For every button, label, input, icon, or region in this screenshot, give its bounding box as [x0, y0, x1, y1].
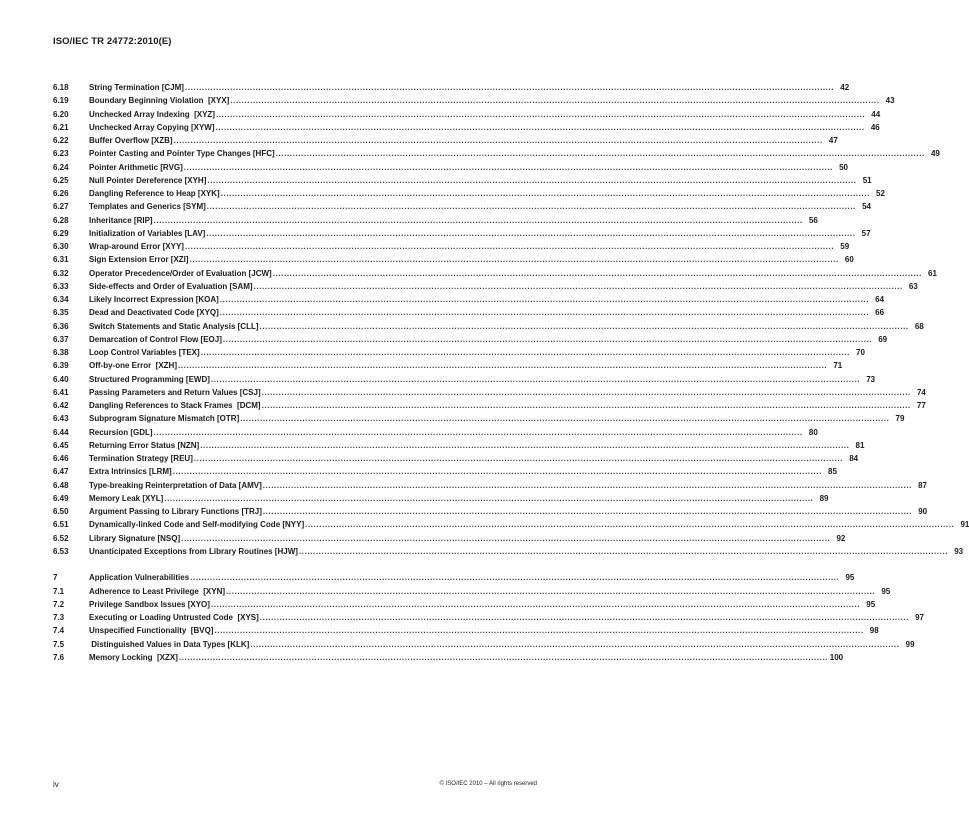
toc-leader-dots — [250, 640, 899, 649]
toc-entry[interactable] — [53, 162, 849, 176]
toc-entry-page: 99 — [905, 639, 915, 649]
toc-entry-number: 6.48 — [53, 480, 69, 490]
toc-entry-page: 61 — [928, 268, 937, 278]
toc-entry-number: 6.45 — [53, 440, 69, 450]
toc-entry-title: Unspecified Functionality [BVQ] — [89, 626, 214, 636]
toc-entry[interactable] — [53, 228, 871, 242]
toc-entry-page: 71 — [833, 361, 843, 371]
toc-leader-dots — [201, 348, 850, 357]
toc-entry-title: Demarcation of Control Flow [EOJ] — [89, 334, 222, 344]
toc-entry-title: Sign Extension Error [XZI] — [89, 255, 189, 265]
toc-entry-title: Unchecked Array Indexing [XYZ] — [89, 109, 215, 119]
toc-entry[interactable] — [53, 493, 829, 507]
toc-entry-title: Off-by-one Error [XZH] — [89, 361, 177, 371]
toc-entry-title: Unanticipated Exceptions from Library Routines [HJW] — [89, 546, 298, 556]
toc-entry-title: Dangling References to Stack Frames [DCM] — [89, 401, 261, 410]
toc-leader-dots — [185, 242, 834, 251]
toc-entry-page: 63 — [908, 281, 918, 291]
toc-leader-dots — [179, 653, 828, 662]
toc-leader-dots — [221, 189, 870, 198]
toc-leader-dots — [216, 123, 865, 132]
toc-entry[interactable] — [53, 401, 926, 414]
toc-entry[interactable] — [53, 586, 891, 600]
toc-entry-number: 6.49 — [53, 493, 69, 503]
toc-entry[interactable] — [53, 533, 846, 547]
toc-leader-dots — [214, 626, 863, 635]
toc-entry[interactable] — [53, 520, 969, 533]
toc-leader-dots — [299, 547, 948, 556]
toc-entry[interactable] — [53, 83, 850, 96]
toc-entry-number: 6.18 — [53, 83, 69, 92]
toc-entry[interactable] — [53, 96, 895, 109]
toc-entry-number: 6.40 — [53, 374, 69, 384]
toc-leader-dots — [254, 282, 903, 291]
toc-entry-number: 6.21 — [53, 122, 69, 132]
toc-entry-title: Pointer Arithmetic [RVG] — [89, 162, 183, 172]
toc-entry-page: 91 — [960, 520, 969, 530]
toc-entry-number: 6.39 — [53, 361, 69, 371]
toc-entry-number: 6.38 — [53, 348, 69, 357]
toc-entry-number: 7 — [53, 573, 58, 583]
toc-entry[interactable] — [53, 440, 865, 454]
toc-entry-page: 95 — [881, 586, 891, 596]
toc-entry-title: Dangling Reference to Heap [XYK] — [89, 189, 220, 198]
toc-entry-number: 6.27 — [53, 202, 69, 212]
toc-entry[interactable] — [53, 507, 928, 520]
toc-leader-dots — [190, 573, 839, 582]
footer-copyright: © ISO/IEC 2010 – All rights reserved — [439, 781, 537, 787]
toc-entry-number: 6.33 — [53, 281, 69, 291]
toc-entry-page: 64 — [875, 295, 885, 304]
toc-leader-dots — [211, 600, 860, 609]
toc-entry-number: 7.5 — [53, 639, 65, 649]
toc-entry-title: Initialization of Variables [LAV] — [89, 228, 206, 238]
toc-entry-title: Buffer Overflow [XZB] — [89, 136, 173, 145]
toc-entry-title: Extra Intrinsics [LRM] — [89, 467, 172, 477]
toc-entry[interactable] — [53, 122, 880, 136]
toc-entry-number: 6.42 — [53, 401, 69, 410]
toc-entry-title: Passing Parameters and Return Values [CSJ] — [89, 387, 261, 397]
toc-entry-page: 50 — [839, 162, 849, 172]
toc-leader-dots — [220, 295, 869, 304]
toc-entry-page: 49 — [930, 149, 940, 159]
toc-entry-title: Returning Error Status [NZN] — [89, 440, 200, 450]
toc-entry[interactable] — [53, 480, 927, 494]
toc-entry-page: 56 — [808, 215, 818, 225]
toc-entry-number: 7.6 — [53, 652, 65, 662]
toc-entry-number: 6.43 — [53, 414, 69, 424]
toc-entry-title: Boundary Beginning Violation [XYX] — [89, 96, 230, 106]
toc-entry-number: 6.28 — [53, 215, 69, 225]
toc-entry-page: 68 — [914, 321, 924, 331]
toc-entry-page: 77 — [916, 401, 926, 410]
toc-entry-title: String Termination [CJM] — [89, 83, 184, 92]
toc-entry-title: Inheritance [RIP] — [89, 215, 153, 225]
toc-entry-page: 84 — [849, 454, 859, 463]
toc-entry[interactable] — [53, 255, 854, 268]
toc-entry-title: Wrap-around Error [XYY] — [89, 242, 184, 251]
toc-entry-number: 6.37 — [53, 334, 69, 344]
toc-entry[interactable] — [53, 202, 871, 215]
toc-entry-page: 60 — [844, 255, 854, 265]
toc-entry-page: 100 — [829, 652, 844, 662]
toc-entry[interactable] — [53, 348, 865, 361]
toc-entry-page: 47 — [828, 136, 838, 145]
toc-entry-page: 43 — [885, 96, 895, 106]
toc-entry-title: Library Signature [NSQ] — [89, 533, 181, 543]
toc-entry-number: 7.3 — [53, 613, 65, 622]
toc-entry-title: Memory Locking [XZX] — [89, 652, 178, 662]
toc-entry-title: Type-breaking Reinterpretation of Data [AMV] — [89, 480, 262, 490]
toc-leader-dots — [211, 375, 860, 384]
toc-entry-number: 6.52 — [53, 533, 69, 543]
toc-entry-title: Memory Leak [XYL] — [89, 493, 164, 503]
toc-group-clause-7 — [53, 573, 925, 666]
toc-entry[interactable] — [53, 295, 885, 308]
toc-entry[interactable] — [53, 268, 937, 282]
toc-leader-dots — [226, 587, 875, 596]
toc-entry-number: 6.50 — [53, 507, 69, 516]
footer-page-number: iv — [53, 780, 59, 789]
toc-leader-dots — [185, 83, 834, 92]
toc-leader-dots — [220, 308, 869, 317]
toc-entry-title: Executing or Loading Untrusted Code [XYS] — [89, 613, 259, 622]
toc-leader-dots — [273, 269, 922, 278]
toc-entry-title: Likely Incorrect Expression [KOA] — [89, 295, 219, 304]
toc-entry-number: 7.2 — [53, 599, 65, 609]
toc-entry[interactable] — [53, 387, 926, 401]
table-of-contents — [53, 83, 969, 666]
toc-entry[interactable] — [53, 242, 850, 255]
toc-leader-dots — [223, 335, 872, 344]
toc-leader-dots — [262, 401, 911, 410]
toc-leader-dots — [206, 229, 855, 238]
toc-entry-number: 6.30 — [53, 242, 69, 251]
toc-entry-page: 92 — [836, 533, 846, 543]
toc-entry-title: Distinguished Values in Data Types [KLK] — [89, 639, 250, 649]
toc-entry-page: 54 — [862, 202, 871, 212]
toc-entry-page: 52 — [876, 189, 885, 198]
toc-entry-number: 7.1 — [53, 586, 65, 596]
toc-entry-title: Application Vulnerabilities — [89, 573, 190, 583]
toc-leader-dots — [305, 520, 954, 529]
toc-entry-page: 44 — [871, 109, 881, 119]
toc-leader-dots — [276, 149, 925, 158]
toc-leader-dots — [173, 467, 822, 476]
toc-entry-number: 6.26 — [53, 189, 69, 198]
toc-entry[interactable] — [53, 136, 838, 149]
toc-entry-number: 6.35 — [53, 308, 69, 318]
toc-entry-page: 90 — [918, 507, 928, 516]
toc-entry-number: 6.20 — [53, 109, 69, 119]
toc-leader-dots — [262, 388, 911, 397]
toc-entry[interactable] — [53, 189, 885, 202]
toc-entry[interactable] — [53, 175, 872, 189]
toc-entry-page: 59 — [840, 242, 850, 251]
toc-leader-dots — [154, 216, 803, 225]
toc-entry-page: 97 — [915, 613, 925, 622]
toc-spacer — [53, 560, 537, 573]
toc-entry-title: Dead and Deactivated Code [XYQ] — [89, 308, 219, 318]
toc-leader-dots — [194, 454, 843, 463]
toc-entry[interactable] — [53, 639, 915, 653]
toc-leader-dots — [174, 136, 823, 145]
toc-entry-page: 93 — [954, 546, 964, 556]
toc-entry[interactable] — [53, 467, 837, 480]
toc-entry[interactable] — [53, 573, 855, 586]
toc-entry[interactable] — [53, 599, 876, 613]
toc-entry-number: 6.41 — [53, 387, 69, 397]
toc-entry-number: 6.25 — [53, 175, 69, 185]
toc-entry-page: 46 — [870, 122, 880, 132]
toc-entry-page: 57 — [861, 228, 871, 238]
toc-entry-number: 6.44 — [53, 427, 69, 437]
toc-entry-number: 6.46 — [53, 454, 69, 463]
toc-entry-title: Adherence to Least Privilege [XYN] — [89, 586, 226, 596]
toc-leader-dots — [207, 176, 856, 185]
toc-leader-dots — [207, 202, 856, 211]
toc-entry-page: 42 — [840, 83, 850, 92]
toc-leader-dots — [164, 494, 813, 503]
toc-entry-page: 80 — [808, 427, 818, 437]
toc-entry-title: Side-effects and Order of Evaluation [SAM] — [89, 281, 253, 291]
toc-entry[interactable] — [53, 109, 881, 123]
toc-entry-number: 6.47 — [53, 467, 69, 477]
toc-entry-page: 73 — [866, 374, 876, 384]
toc-entry[interactable] — [53, 361, 843, 374]
toc-entry[interactable] — [53, 414, 905, 427]
toc-entry-number: 6.34 — [53, 295, 69, 304]
toc-entry-page: 98 — [869, 626, 879, 636]
toc-entry-number: 6.23 — [53, 149, 69, 159]
toc-entry-title: Structured Programming [EWD] — [89, 374, 210, 384]
toc-leader-dots — [260, 322, 909, 331]
toc-entry-title: Null Pointer Dereference [XYH] — [89, 175, 207, 185]
toc-entry-number: 6.22 — [53, 136, 69, 145]
toc-entry[interactable] — [53, 454, 859, 467]
toc-entry[interactable] — [53, 652, 844, 666]
toc-entry-title: Unchecked Array Copying [XYW] — [89, 122, 215, 132]
toc-leader-dots — [230, 96, 879, 105]
toc-entry-number: 6.19 — [53, 96, 69, 106]
toc-entry-page: 66 — [875, 308, 885, 318]
toc-entry[interactable] — [53, 215, 818, 229]
toc-entry[interactable] — [53, 546, 964, 560]
toc-entry-title: Termination Strategy [REU] — [89, 454, 193, 463]
toc-leader-dots — [263, 481, 912, 490]
toc-entry[interactable] — [53, 149, 940, 162]
toc-entry-number: 6.24 — [53, 162, 69, 172]
toc-leader-dots — [178, 361, 827, 370]
document-header: ISO/IEC TR 24772:2010(E) — [53, 36, 172, 47]
toc-entry-page: 95 — [845, 573, 855, 583]
toc-entry-number: 6.36 — [53, 321, 69, 331]
toc-entry-title: Switch Statements and Static Analysis [CLL] — [89, 321, 259, 331]
toc-entry-page: 51 — [862, 175, 872, 185]
toc-leader-dots — [181, 534, 830, 543]
toc-entry[interactable] — [53, 374, 876, 388]
toc-entry-page: 85 — [828, 467, 837, 477]
toc-entry[interactable] — [53, 613, 925, 626]
toc-entry-page: 74 — [916, 387, 926, 397]
toc-entry-number: 6.51 — [53, 520, 69, 530]
toc-group-clause-6 — [53, 83, 969, 560]
toc-entry-page: 89 — [819, 493, 829, 503]
toc-entry[interactable] — [53, 281, 918, 295]
toc-leader-dots — [216, 110, 865, 119]
toc-entry-title: Recursion [GDL] — [89, 427, 153, 437]
toc-entry-title: Argument Passing to Library Functions [TRJ] — [89, 507, 262, 516]
toc-entry-number: 6.31 — [53, 255, 69, 265]
toc-leader-dots — [190, 255, 839, 264]
toc-entry-title: Dynamically-linked Code and Self-modifying Code [NYY] — [89, 520, 305, 530]
toc-leader-dots — [240, 414, 889, 423]
toc-entry[interactable] — [53, 626, 879, 639]
toc-entry-number: 6.29 — [53, 228, 69, 238]
toc-entry-title: Subprogram Signature Mismatch [OTR] — [89, 414, 240, 424]
toc-entry-page: 87 — [918, 480, 927, 490]
toc-entry-page: 69 — [878, 334, 888, 344]
toc-entry-number: 6.53 — [53, 546, 69, 556]
toc-entry-page: 70 — [856, 348, 865, 357]
toc-entry-page: 81 — [855, 440, 865, 450]
toc-entry-page: 95 — [866, 599, 876, 609]
toc-leader-dots — [260, 613, 909, 622]
toc-entry-title: Templates and Generics [SYM] — [89, 202, 206, 212]
toc-entry-title: Loop Control Variables [TEX] — [89, 348, 200, 357]
toc-entry-number: 7.4 — [53, 626, 65, 636]
toc-entry-title: Pointer Casting and Pointer Type Changes [HFC] — [89, 149, 275, 159]
toc-leader-dots — [263, 507, 912, 516]
toc-entry[interactable] — [53, 308, 885, 321]
toc-entry-page: 79 — [895, 414, 905, 424]
toc-entry[interactable] — [53, 334, 888, 348]
toc-leader-dots — [154, 428, 803, 437]
toc-entry-number: 6.32 — [53, 268, 69, 278]
toc-entry-title: Privilege Sandbox Issues [XYO] — [89, 599, 210, 609]
toc-leader-dots — [184, 163, 833, 172]
toc-leader-dots — [200, 441, 849, 450]
toc-entry[interactable] — [53, 321, 924, 335]
toc-entry-title: Operator Precedence/Order of Evaluation [JCW] — [89, 268, 272, 278]
toc-entry[interactable] — [53, 427, 818, 441]
